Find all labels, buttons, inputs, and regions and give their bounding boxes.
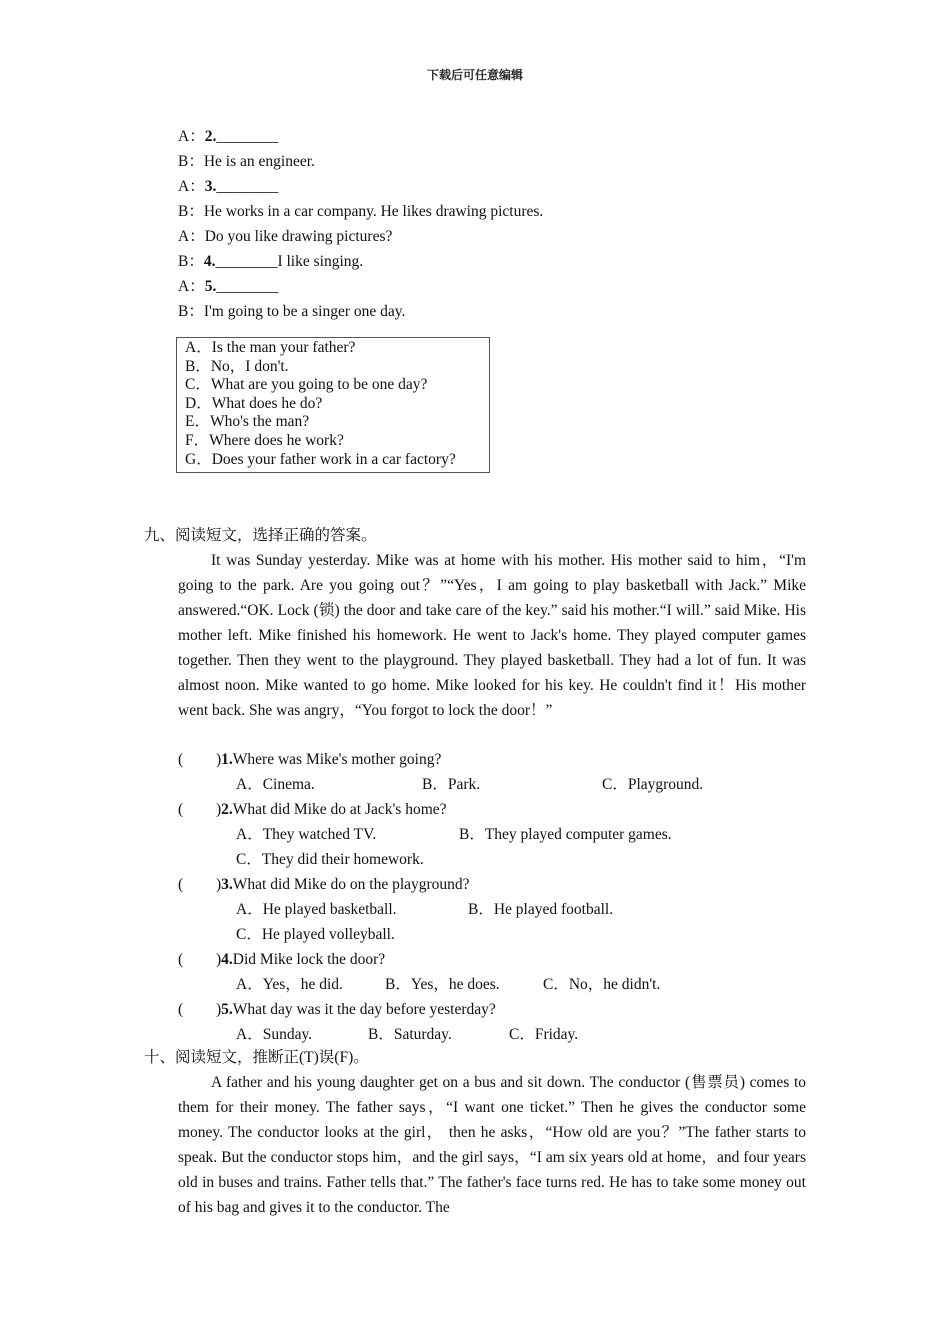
answer-option: A．He played basketball. bbox=[236, 901, 397, 918]
section-10-passage: A father and his young daughter get on a bus and sit down. The conductor (售票员) comes to them for their money. The father says，“I want one ticket.” Then he gives the conductor some money. The conductor looks at the girl， then he asks，“How old are you？”The father starts to speak. But the conductor stops him，and the girl says，“I am six years old at home，and four years old in buses and trains. Father tells that.” The father's face turns red. He has to take some money out of his bag and gives it to the conductor. The bbox=[178, 1074, 806, 1216]
question-3: ( )3.What did Mike do on the playground? bbox=[178, 876, 470, 893]
answer-option: B．Saturday. bbox=[368, 1026, 452, 1043]
dialogue-line: A：Do you like drawing pictures? bbox=[178, 228, 393, 245]
dialogue-line: B：4.________I like singing. bbox=[178, 253, 364, 270]
dialogue-line: A：3.________ bbox=[178, 178, 279, 195]
question-1: ( )1.Where was Mike's mother going? bbox=[178, 751, 442, 768]
answer-option: B．They played computer games. bbox=[459, 826, 672, 843]
question-4: ( )4.Did Mike lock the door? bbox=[178, 951, 386, 968]
answer-option: A．They watched TV. bbox=[236, 826, 377, 843]
page-header: 下载后可任意编辑 bbox=[426, 68, 523, 82]
answer-option: B．Yes，he does. bbox=[385, 976, 500, 993]
question-5: ( )5.What day was it the day before yesterday? bbox=[178, 1001, 496, 1018]
dialogue-line: B：He works in a car company. He likes drawing pictures. bbox=[178, 203, 544, 220]
option-item: D．What does he do? bbox=[185, 394, 323, 412]
answer-option: C．Playground. bbox=[602, 776, 704, 793]
dialogue-line: B：I'm going to be a singer one day. bbox=[178, 303, 406, 320]
answer-option: A．Yes，he did. bbox=[236, 976, 343, 993]
section-9-passage: It was Sunday yesterday. Mike was at home with his mother. His mother said to him，“I'm going to the park. Are you going out？”“Yes，I am going to play basketball with Jack.” Mike answered.“OK. Lock (锁) the door and take care of the key.” said his mother.“I will.” said Mike. His mother left. Mike finished his homework. He went to Jack's home. They played computer games together. Then they went to the playground. They played basketball. They had a lot of fun. It was almost noon. Mike wanted to go home. Mike looked for his key. He couldn't find it！His mother went back. She was angry，“You forgot to lock the door！” bbox=[178, 552, 806, 719]
dialogue-line: B：He is an engineer. bbox=[178, 153, 315, 170]
option-item: B．No，I don't. bbox=[185, 357, 289, 375]
answer-option: C．He played volleyball. bbox=[236, 926, 395, 943]
answer-option: C．They did their homework. bbox=[236, 851, 424, 868]
dialogue-line: A：2.________ bbox=[178, 128, 279, 145]
answer-option: A．Sunday. bbox=[236, 1026, 313, 1043]
answer-option: B．He played football. bbox=[468, 901, 614, 918]
answer-option: C．No，he didn't. bbox=[543, 976, 661, 993]
answer-option: C．Friday. bbox=[509, 1026, 579, 1043]
option-item: E．Who's the man? bbox=[185, 413, 310, 431]
section-9-title: 九、阅读短文，选择正确的答案。 bbox=[144, 527, 377, 544]
question-2: ( )2.What did Mike do at Jack's home? bbox=[178, 801, 447, 818]
answer-option: B．Park. bbox=[422, 776, 481, 793]
option-item: G．Does your father work in a car factory? bbox=[185, 450, 456, 468]
options-box bbox=[176, 337, 490, 473]
answer-option: A．Cinema. bbox=[236, 776, 315, 793]
dialogue-line: A：5.________ bbox=[178, 278, 279, 295]
option-item: F．Where does he work? bbox=[185, 431, 344, 449]
option-item: A．Is the man your father? bbox=[185, 339, 356, 356]
section-10-title: 十、阅读短文，推断正(T)误(F)。 bbox=[144, 1049, 369, 1066]
option-item: C．What are you going to be one day? bbox=[185, 376, 428, 394]
